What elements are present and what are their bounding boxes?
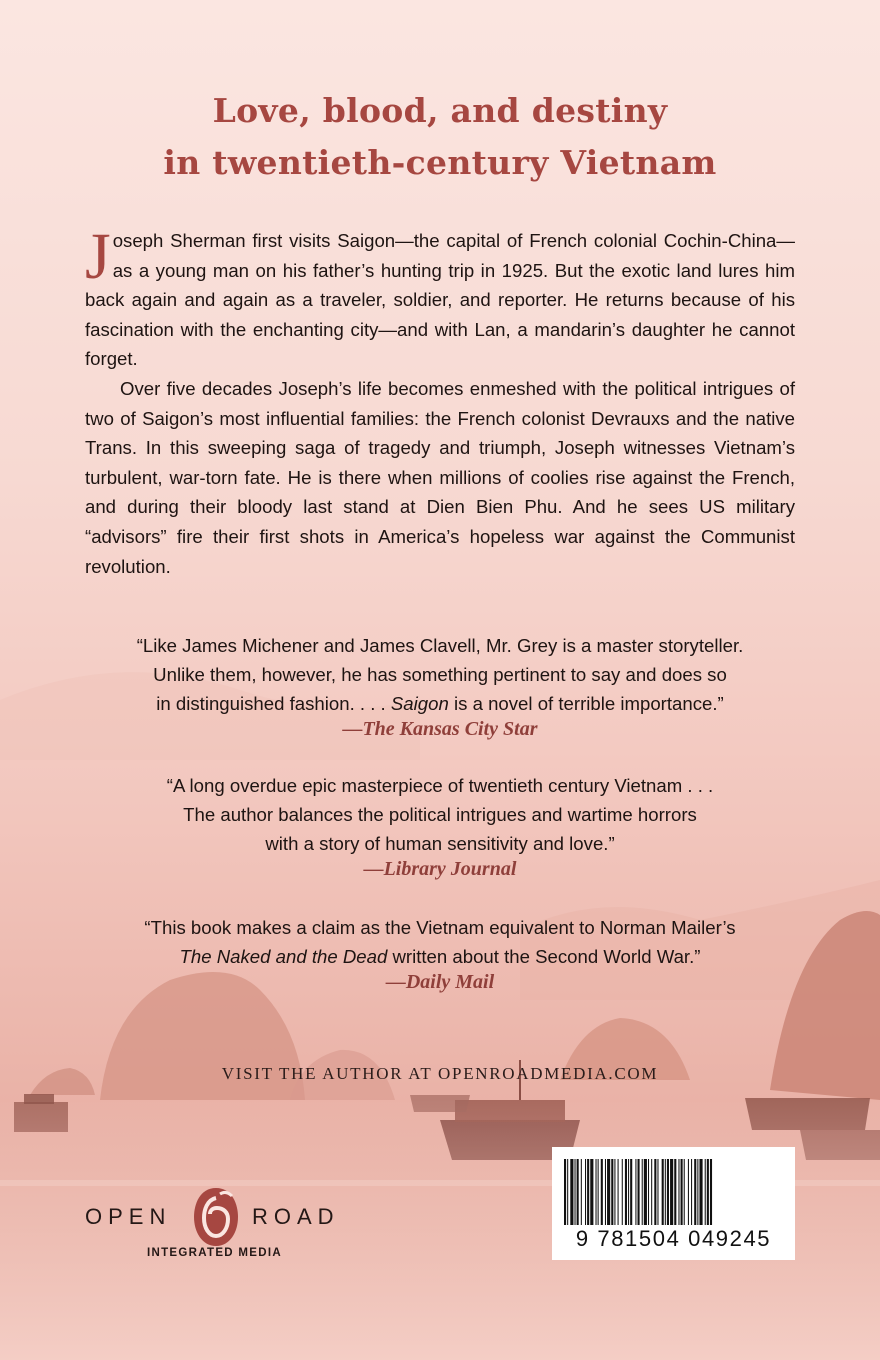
barcode-bar: [564, 1159, 566, 1225]
publisher-logo-word-road: ROAD: [252, 1204, 340, 1229]
review-2-line-3: with a story of human sensitivity and love.”: [265, 833, 615, 854]
blurb-paragraph-1: [85, 220, 795, 374]
review-quote-1: [60, 631, 820, 718]
barcode-bar: [705, 1159, 706, 1225]
isbn-barcode: [552, 1147, 795, 1260]
barcode-bar: [707, 1159, 709, 1225]
barcode-bar: [590, 1159, 593, 1225]
barcode-bar: [607, 1159, 610, 1225]
barcode-bar: [674, 1159, 676, 1225]
barcode-bar: [587, 1159, 589, 1225]
barcode-bar: [648, 1159, 649, 1225]
book-title-saigon: Saigon: [390, 693, 449, 714]
barcode-bar: [596, 1159, 597, 1225]
barcode-bar: [567, 1159, 568, 1225]
review-3-line-1: “This book makes a claim as the Vietnam equivalent to Norman Mailer’s: [144, 917, 736, 938]
blurb-paragraph-2: Over five decades Joseph’s life becomes enmeshed with the political intrigues of two of Saigon’s most influential families: the French colonist Devrauxs and the native Trans. In this sweeping saga of tragedy and triumph, Joseph witnesses Vietnam’s turbulent, war-torn fate. He is there when millions of coolies rise against the French, and during their bloody last stand at Dien Bien Phu. And he sees US military “advisors” fire their first shots in America’s hopeless war against the Communist revolution.: [85, 378, 795, 577]
barcode-bar: [601, 1159, 603, 1225]
barcode-bar: [570, 1159, 573, 1225]
barcode-bar: [662, 1159, 664, 1225]
barcode-bar: [598, 1159, 599, 1225]
headline-line-1: Love, blood, and destiny: [212, 91, 668, 130]
barcode-bar: [694, 1159, 696, 1225]
review-1-line-2: Unlike them, however, he has something pertinent to say and does so: [153, 664, 727, 685]
review-attribution-1: —The Kansas City Star: [342, 718, 538, 740]
barcode-bar: [625, 1159, 627, 1225]
review-quote-3: [60, 913, 820, 971]
barcode-bar: [622, 1159, 623, 1225]
barcode-bar: [577, 1159, 579, 1225]
barcode-bar: [605, 1159, 606, 1225]
barcode-bar: [688, 1159, 689, 1225]
publisher-logo-word-open: OPEN: [85, 1204, 172, 1229]
barcode-bar: [635, 1159, 636, 1225]
barcode-bar: [614, 1159, 615, 1225]
barcode-bar: [644, 1159, 647, 1225]
barcode-bar: [638, 1159, 640, 1225]
barcode-bar: [654, 1159, 656, 1225]
barcode-bar: [667, 1159, 669, 1225]
barcode-bar: [575, 1159, 576, 1225]
review-2-line-1: “A long overdue epic masterpiece of twentieth century Vietnam . . .: [166, 775, 714, 796]
book-title-naked-and-dead: The Naked and the Dead: [179, 946, 388, 967]
review-1-line-3: in distinguished fashion. . . . Saigon is a novel of terrible importance.”: [156, 693, 724, 714]
barcode-bar: [611, 1159, 613, 1225]
review-3-line-2: The Naked and the Dead written about the Second World War.”: [179, 946, 701, 967]
author-website-line[interactable]: VISIT THE AUTHOR AT OPENROADMEDIA.COM: [221, 1064, 659, 1083]
isbn-number: 9 781504 049245: [575, 1226, 772, 1251]
drop-cap: J: [85, 220, 111, 293]
barcode-bar: [681, 1159, 683, 1225]
barcode-bar: [585, 1159, 586, 1225]
blurb-paragraph-1-text: oseph Sherman first visits Saigon—the capital of French colonial Cochin-China—as a young man on his father’s hunting trip in 1925. But the exotic land lures him back again and again as a traveler, soldier, and reporter. He returns because of his fascination with the enchanting city—and with Lan, a mandarin’s daughter he cannot forget.: [85, 230, 795, 370]
review-2-line-2: The author balances the political intrigues and wartime horrors: [183, 804, 697, 825]
review-1-line-1: “Like James Michener and James Clavell, Mr. Grey is a master storyteller.: [136, 635, 744, 656]
review-attribution-3: —Daily Mail: [385, 971, 495, 993]
review-quote-2: [60, 771, 820, 858]
barcode-bar: [628, 1159, 629, 1225]
barcode-bar: [699, 1159, 702, 1225]
barcode-bar: [665, 1159, 666, 1225]
headline-line-2: in twentieth-century Vietnam: [163, 143, 717, 182]
barcode-bar: [678, 1159, 679, 1225]
barcode-bar: [657, 1159, 658, 1225]
barcode-bar: [651, 1159, 652, 1225]
barcode-bar: [710, 1159, 712, 1225]
barcode-bar: [670, 1159, 673, 1225]
open-road-emblem-icon: [190, 1186, 242, 1248]
barcode-bar: [697, 1159, 698, 1225]
barcode-bar: [581, 1159, 582, 1225]
barcode-bar: [684, 1159, 685, 1225]
barcode-bars: [564, 1159, 783, 1225]
publisher-logo-subtitle: INTEGRATED MEDIA: [147, 1247, 282, 1259]
barcode-bar: [691, 1159, 692, 1225]
barcode-bar: [618, 1159, 619, 1225]
review-attribution-2: —Library Journal: [363, 858, 517, 880]
barcode-bar: [642, 1159, 643, 1225]
barcode-bar: [630, 1159, 632, 1225]
